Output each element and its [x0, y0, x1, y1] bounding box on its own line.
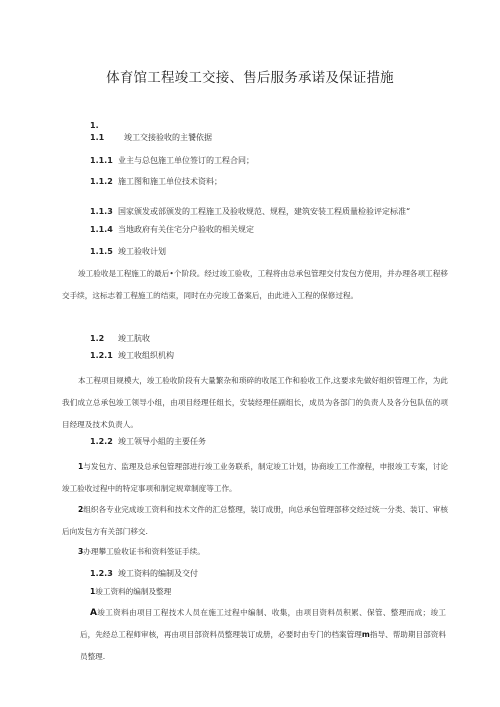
paragraph-organization: 本工程项目规模大，竣工验收阶段有大量繁杂和琐碎的收尾工作和验收工作,这要求先做好组织管理工作，为此我们成立总承包竣工领导小组，由项目经理任组长，安装经理任副组长，成员为各部门的负责人及各分包队伍的项目经理及技术负责人。 — [62, 376, 448, 429]
heading-1-1-3 — [90, 206, 410, 217]
heading-1 — [90, 120, 99, 131]
task-text: 办理攀工验收证书和资料签证手续。 — [83, 547, 205, 556]
heading-number: 1.2.3 — [90, 569, 113, 578]
heading-1-1-5 — [90, 246, 166, 257]
heading-text: 施工图和施工单位技术资料； — [118, 177, 222, 186]
task-text: 与发包方、监理及总承包管理部进行竣工业务联系，制定竣工计划，协商竣工工作潦程，申报竣工专案，讨论竣工验收过程中的特定事项和制定规章制度等工作。 — [62, 462, 448, 493]
heading-text: 当地政府有关住宅分户验收的相关规定 — [118, 225, 254, 234]
heading-1-1 — [90, 132, 212, 143]
heading-number: 1.1.5 — [90, 247, 113, 256]
task-item-3 — [62, 541, 448, 563]
subsection-1 — [90, 586, 171, 597]
document-title: 体育馆工程竣工交接、售后服务承诺及保证措施 — [106, 70, 394, 86]
subsection-number: 1 — [90, 587, 96, 596]
heading-text: 竣工领导小組的主要任务 — [118, 437, 206, 446]
subsection-text: 竣工资料的编制及整理 — [95, 587, 172, 596]
task-item-1 — [62, 456, 448, 500]
heading-number: 1.2 — [90, 334, 105, 343]
task-number: 1 — [78, 462, 84, 471]
heading-text: 竣工资料的编制及交付 — [118, 569, 198, 578]
heading-1-2-2 — [90, 436, 206, 447]
heading-1-2 — [90, 333, 150, 344]
heading-1-2-1 — [90, 350, 174, 361]
heading-number: 1.1 — [90, 133, 105, 142]
subsection-a-end: 指导、帮助期目部资料员整理. — [80, 630, 446, 661]
heading-number: 1.1.2 — [90, 177, 113, 186]
heading-number: 1.2.1 — [90, 351, 113, 360]
heading-text: 国家颁发或部颁发的工程施工及验收规范、规程，建筑安装工程质量检验评定标准“ — [118, 207, 411, 216]
task-item-2 — [62, 499, 448, 543]
heading-1-1-2 — [90, 176, 222, 187]
heading-1-1-1 — [90, 155, 254, 166]
heading-number: 1.2.2 — [90, 437, 113, 446]
heading-text: 业主与总包施工单位签订的工程合同； — [118, 156, 254, 165]
heading-1-1-4 — [90, 224, 254, 235]
heading-text: 竣工验收计划 — [118, 247, 166, 256]
heading-1-2-3 — [90, 568, 198, 579]
subsection-a-text: 竣工资料由项目工程技术人员在施工过程中编制、收集，由项目资料员积累、保管、整理而成；竣工后，先经总工程师审核，再由项目部资料员整理装订成册，必要时由专门的档案管理 — [80, 608, 446, 639]
task-text: 组织各专业完成竣工资料和技术文件的汇总整理，装订成册，向总承包管理部移交经过统一分类、装订、审核后向发包方有关部门移交. — [62, 505, 448, 536]
heading-text: 竣工收组织机构 — [118, 351, 174, 360]
heading-number: 1. — [90, 121, 99, 130]
heading-text: 竣工交接验收的主饕依据 — [124, 133, 212, 142]
subsection-a-emph: m — [361, 630, 370, 639]
paragraph-acceptance: 竣工验收是工程施工的最后•个阶段。经过竣工验收，工程将由总承包管理交付发包方使用，并办理各项工程移交手续，这标志着工程施工的结束，同时在办完竣工备案后，由此进入工程的保修过程。 — [62, 269, 448, 300]
heading-text: 竣工肮收 — [118, 334, 150, 343]
heading-number: 1.1.3 — [90, 207, 113, 216]
subsection-letter: A — [90, 608, 97, 618]
task-number: 3 — [78, 547, 84, 556]
task-number: 2 — [78, 505, 84, 514]
subsection-a — [80, 602, 446, 668]
heading-number: 1.1.4 — [90, 225, 113, 234]
heading-number: 1.1.1 — [90, 156, 113, 165]
